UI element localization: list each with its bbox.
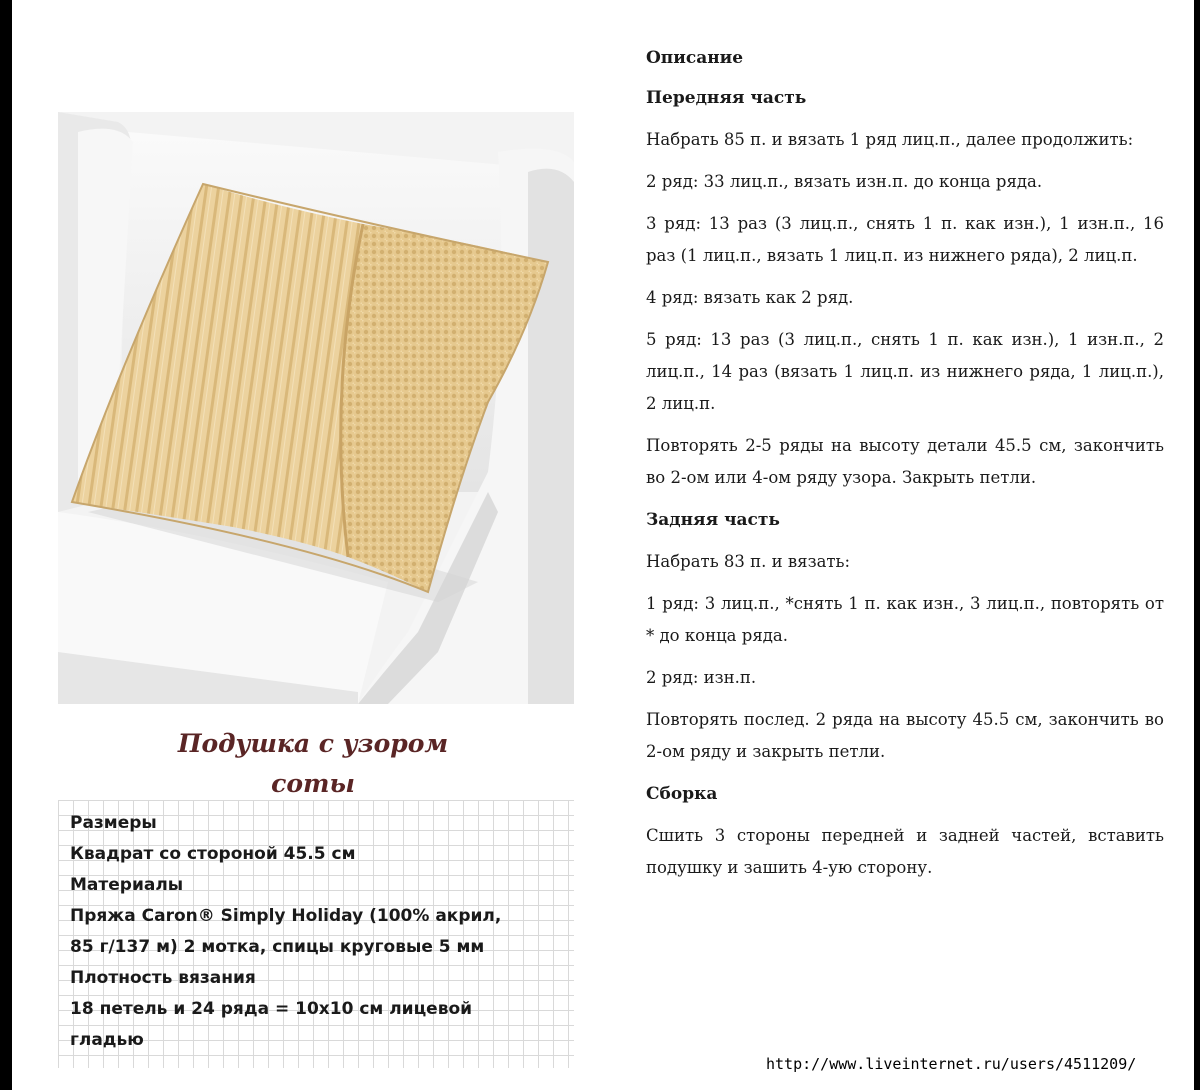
front-paragraph-3: 3 ряд: 13 раз (3 лиц.п., снять 1 п. как изн.), 1 изн.п., 16 раз (1 лиц.п., вязать 1 лиц.п. из нижнего ряда), 2 лиц.п.: [646, 214, 1164, 265]
gauge-line-2: гладью: [70, 1030, 144, 1050]
back-part-heading: Задняя часть: [646, 510, 780, 530]
pattern-title-line1: Подушка с узором: [177, 729, 449, 758]
back-paragraph-1: Набрать 83 п. и вязать:: [646, 552, 851, 571]
materials-line-1: Пряжа Caron® Simply Holiday (100% акрил,: [70, 906, 502, 926]
description-column: [646, 42, 1164, 894]
watermark-url: http://www.liveinternet.ru/users/4511209/: [762, 1055, 1140, 1073]
assembly-paragraph-1: Сшить 3 стороны передней и задней частей, вставить подушку и зашить 4-ую сторону.: [646, 826, 1164, 877]
back-paragraph-2: 1 ряд: 3 лиц.п., *снять 1 п. как изн., 3 лиц.п., повторять от * до конца ряда.: [646, 594, 1164, 645]
sizes-text: Квадрат со стороной 45.5 см: [70, 844, 356, 864]
back-paragraph-3: 2 ряд: изн.п.: [646, 668, 757, 687]
front-paragraph-2: 2 ряд: 33 лиц.п., вязать изн.п. до конца ряда.: [646, 172, 1043, 191]
description-heading: Описание: [646, 48, 744, 68]
front-paragraph-4: 4 ряд: вязать как 2 ряд.: [646, 288, 854, 307]
pattern-title: [60, 724, 566, 804]
front-paragraph-5: 5 ряд: 13 раз (3 лиц.п., снять 1 п. как изн.), 1 изн.п., 2 лиц.п., 14 раз (вязать 1 лиц.п. из нижнего ряда, 1 лиц.п.), 2 лиц.п.: [646, 330, 1164, 413]
right-frame-border: [1194, 0, 1200, 1090]
materials-heading: Материалы: [70, 875, 184, 895]
front-paragraph-1: Набрать 85 п. и вязать 1 ряд лиц.п., далее продолжить:: [646, 130, 1134, 149]
sizes-heading: Размеры: [70, 813, 157, 833]
front-paragraph-6: Повторять 2-5 ряды на высоту детали 45.5 см, закончить во 2-ом или 4-ом ряду узора. Закрыть петли.: [646, 436, 1164, 487]
pillow-photo: [58, 112, 574, 704]
gauge-line-1: 18 петель и 24 ряда = 10x10 см лицевой: [70, 999, 473, 1019]
back-paragraph-4: Повторять послед. 2 ряда на высоту 45.5 см, закончить во 2-ом ряду и закрыть петли.: [646, 710, 1164, 761]
materials-line-2: 85 г/137 м) 2 мотка, спицы круговые 5 мм: [70, 937, 485, 957]
gauge-heading: Плотность вязания: [70, 968, 256, 988]
front-part-heading: Передняя часть: [646, 88, 807, 108]
pattern-title-line2: соты: [271, 769, 355, 798]
specs-box: [58, 800, 574, 1068]
left-frame-border: [0, 0, 12, 1090]
assembly-heading: Сборка: [646, 784, 718, 804]
